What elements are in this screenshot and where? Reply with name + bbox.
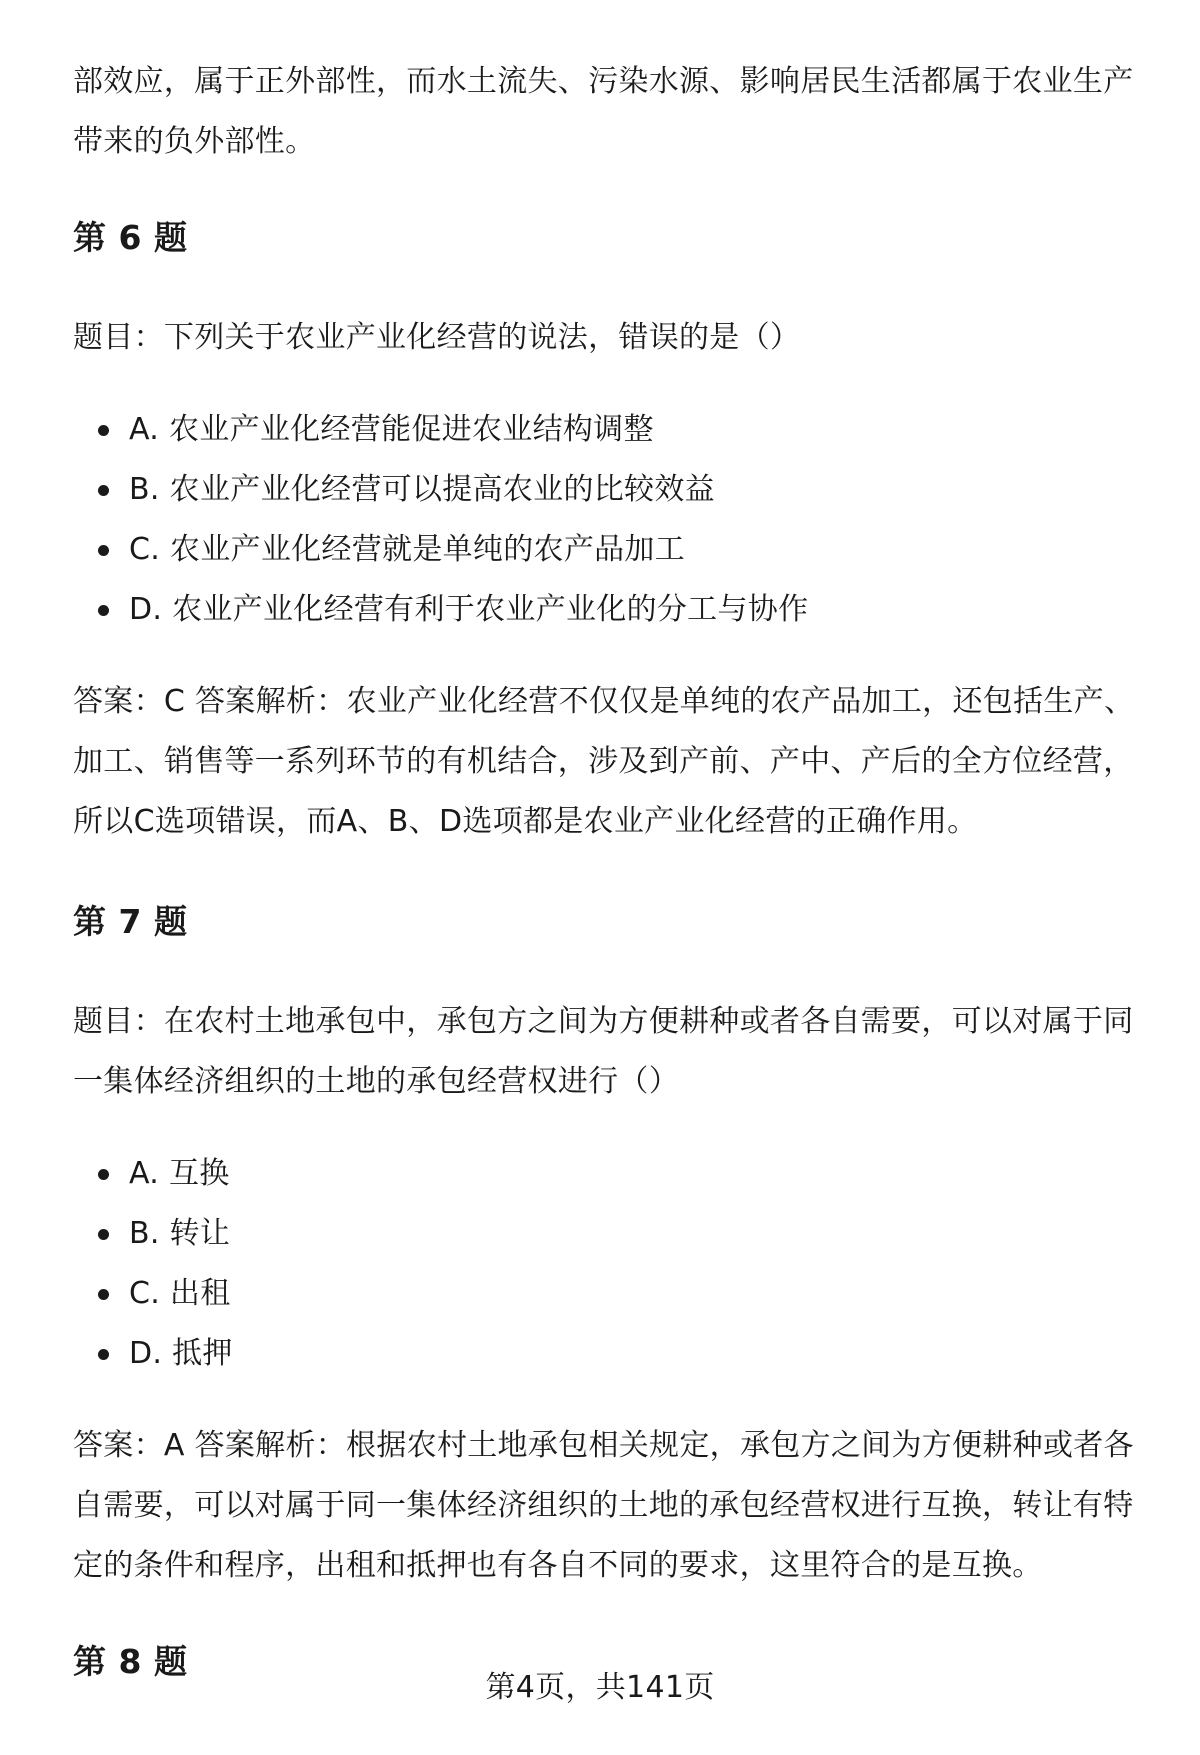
option-label: B. 农业产业化经营可以提高农业的比较效益 <box>129 472 715 507</box>
option-item <box>73 460 1153 520</box>
option-item <box>73 1144 1153 1204</box>
question-6-options <box>73 400 1153 640</box>
option-label: A. 互换 <box>129 1156 230 1191</box>
page-number-footer: 第4页，共141页 <box>485 1670 715 1705</box>
option-label: C. 出租 <box>129 1276 231 1311</box>
bullet-icon <box>98 1169 109 1180</box>
bullet-icon <box>98 545 109 556</box>
option-item <box>73 1324 1153 1384</box>
bullet-icon <box>98 1289 109 1300</box>
question-7-options <box>73 1144 1153 1384</box>
question-7-heading: 第 7 题 <box>73 902 188 941</box>
option-item <box>73 400 1153 460</box>
bullet-icon <box>98 605 109 616</box>
intro-paragraph: 部效应，属于正外部性，而水土流失、污染水源、影响居民生活都属于农业生产带来的负外部性。 <box>73 64 1134 159</box>
bullet-icon <box>98 425 109 436</box>
option-item <box>73 580 1153 640</box>
document-page <box>73 0 1153 1684</box>
option-label: D. 抵押 <box>129 1336 233 1371</box>
bullet-icon <box>98 1229 109 1240</box>
question-6-heading: 第 6 题 <box>73 218 188 257</box>
question-7-text: 题目：在农村土地承包中，承包方之间为方便耕种或者各自需要，可以对属于同一集体经济组织的土地的承包经营权进行（） <box>73 1004 1134 1099</box>
option-label: D. 农业产业化经营有利于农业产业化的分工与协作 <box>129 592 809 627</box>
question-8-heading: 第 8 题 <box>73 1642 188 1681</box>
option-label: A. 农业产业化经营能促进农业结构调整 <box>129 412 654 447</box>
option-label: B. 转让 <box>129 1216 231 1251</box>
question-6-answer: 答案：C 答案解析：农业产业化经营不仅仅是单纯的农产品加工，还包括生产、加工、销售等一系列环节的有机结合，涉及到产前、产中、产后的全方位经营，所以C选项错误，而A、B、D选项都是农业产业化经营的正确作用。 <box>73 684 1135 839</box>
question-7-answer: 答案：A 答案解析：根据农村土地承包相关规定，承包方之间为方便耕种或者各自需要，可以对属于同一集体经济组织的土地的承包经营权进行互换，转让有特定的条件和程序，出租和抵押也有各自不同的要求，这里符合的是互换。 <box>73 1428 1134 1583</box>
option-item <box>73 520 1153 580</box>
option-item <box>73 1264 1153 1324</box>
question-6-text: 题目：下列关于农业产业化经营的说法，错误的是（） <box>73 320 801 355</box>
option-label: C. 农业产业化经营就是单纯的农产品加工 <box>129 532 686 567</box>
bullet-icon <box>98 485 109 496</box>
bullet-icon <box>98 1349 109 1360</box>
option-item <box>73 1204 1153 1264</box>
